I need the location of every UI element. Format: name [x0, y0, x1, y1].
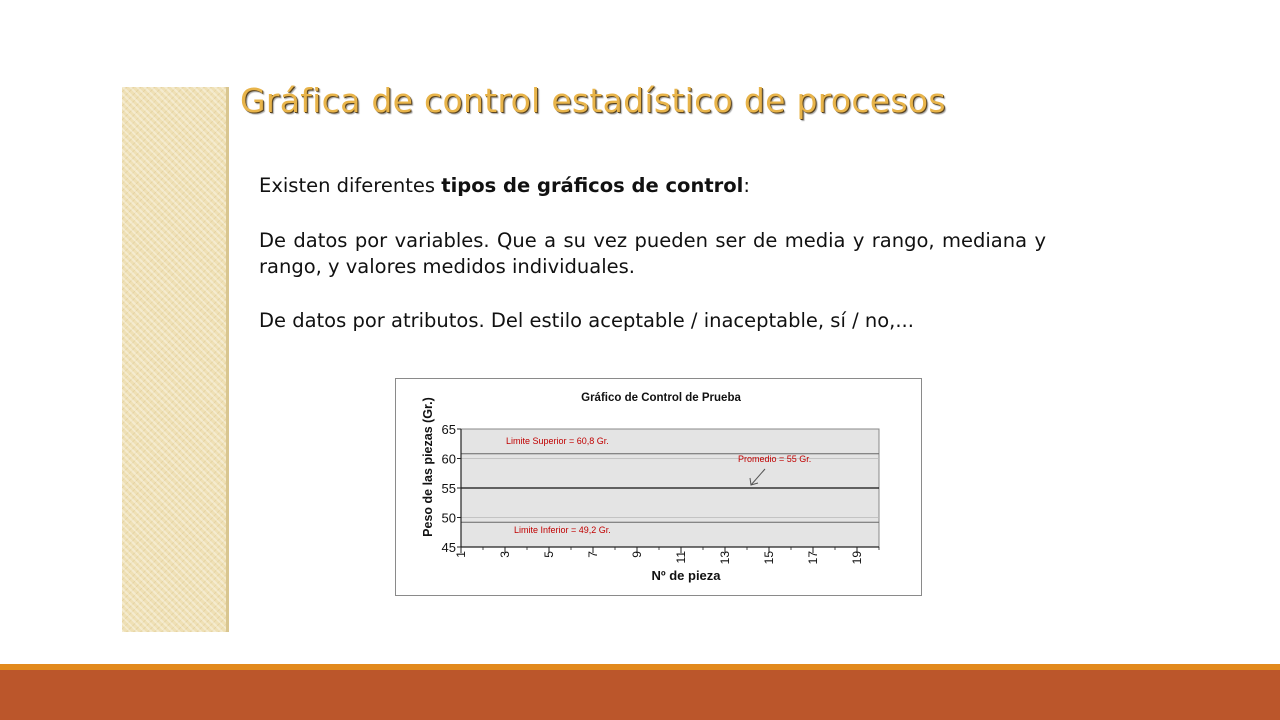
control-chart [395, 378, 922, 596]
x-tick-label: 11 [674, 551, 688, 564]
chart-title: Gráfico de Control de Prueba [581, 392, 741, 404]
paragraph-prefix: Existen diferentes [259, 174, 442, 197]
y-tick-label: 55 [441, 481, 456, 496]
side-strip-edge [226, 87, 229, 632]
y-tick-label: 60 [441, 451, 456, 467]
x-tick-label: 7 [586, 551, 600, 558]
decorative-side-strip [122, 87, 226, 632]
paragraph-chart-types [259, 173, 1046, 199]
paragraph-suffix: : [743, 174, 750, 197]
x-tick-label: 3 [498, 551, 512, 558]
x-tick-label: 15 [762, 551, 776, 565]
paragraph-bold-text: tipos de gráficos de control [441, 174, 744, 197]
slide-title: Gráfica de control estadístico de procesos [240, 81, 946, 120]
y-tick-label: 65 [441, 422, 456, 437]
control-chart-svg [396, 379, 921, 595]
x-tick-label: 5 [542, 551, 556, 558]
x-tick-label: 19 [850, 551, 864, 565]
x-tick-label: 17 [806, 551, 820, 565]
paragraph-attributes: De datos por atributos. Del estilo aceptable / inaceptable, sí / no,... [259, 309, 914, 332]
y-axis-label: Peso de las piezas (Gr.) [421, 397, 435, 537]
x-tick-label: 13 [718, 551, 732, 565]
y-tick-label: 45 [441, 540, 456, 555]
y-tick-label: 50 [441, 510, 456, 526]
x-axis-label: Nº de pieza [651, 568, 721, 583]
paragraph-variables: De datos por variables. Que a su vez pueden ser de media y rango, mediana y rango, y valores medidos individuales. [259, 229, 1046, 278]
footer-band [0, 670, 1280, 720]
annotation-upper-limit: Limite Superior = 60,8 Gr. [506, 436, 609, 446]
x-tick-label: 9 [630, 551, 644, 558]
x-tick-label: 1 [454, 551, 468, 558]
annotation-lower-limit: Limite Inferior = 49,2 Gr. [514, 525, 611, 535]
annotation-average: Promedio = 55 Gr. [738, 454, 812, 464]
